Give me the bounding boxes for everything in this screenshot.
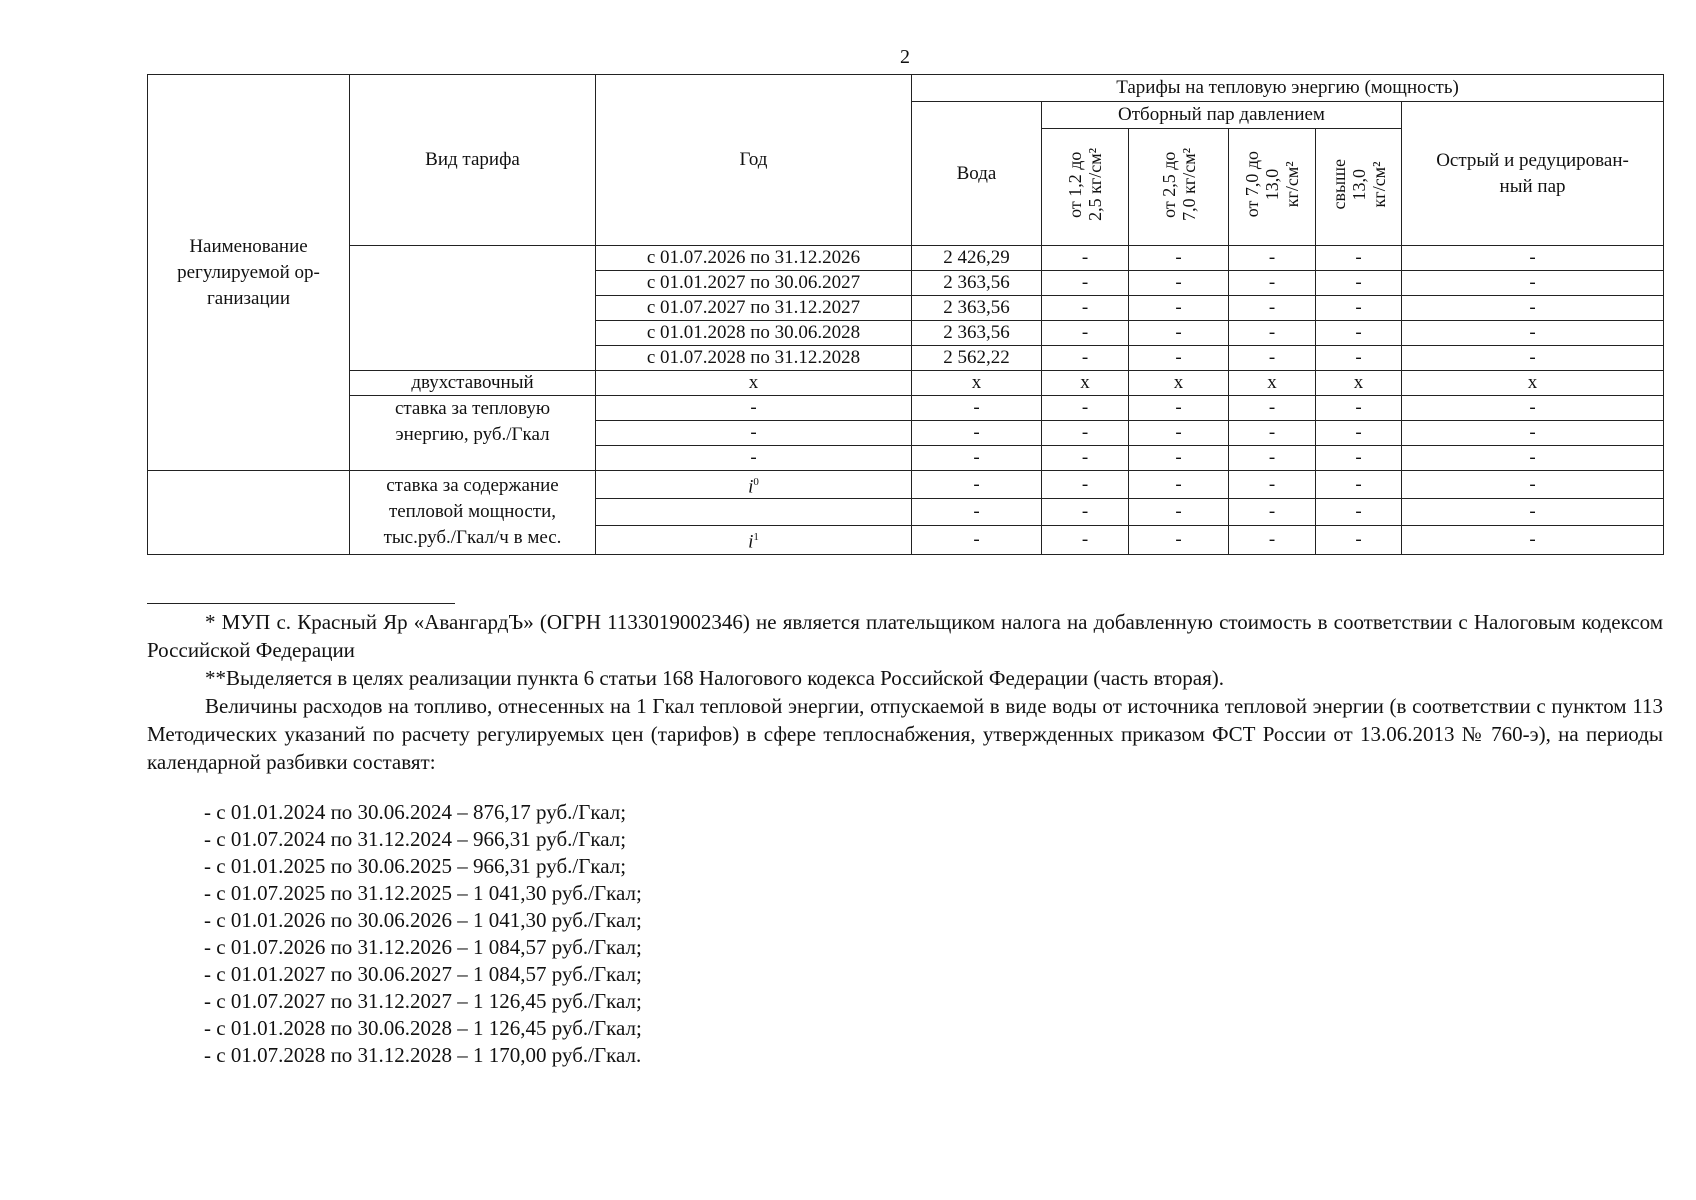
schedule-item: - с 01.07.2024 по 31.12.2024 – 966,31 руб./Гкал;	[204, 827, 627, 851]
table-row	[148, 246, 1664, 271]
value-cell: -	[1129, 446, 1229, 471]
value-cell: -	[1129, 296, 1229, 321]
value-cell: -	[1042, 271, 1129, 296]
header-org-name: Наименование регулируемой ор- ганизации	[148, 75, 350, 471]
schedule-item: - с 01.07.2028 по 31.12.2028 – 1 170,00 руб./Гкал.	[204, 1043, 642, 1067]
org-name-empty-cell	[148, 471, 350, 555]
value-cell: -	[1042, 499, 1129, 526]
value-cell: -	[1316, 246, 1402, 271]
value-cell: -	[912, 471, 1042, 499]
value-cell: -	[1229, 321, 1316, 346]
tariff-table	[147, 74, 1664, 555]
value-cell: -	[1316, 446, 1402, 471]
fuel-cost-paragraph: Величины расходов на топливо, отнесенных на 1 Гкал тепловой энергии, отпускаемой в виде воды от источника тепловой энергии (в соответствии с пунктом 113 Методических указаний по расчету регулируемых цен (тарифов) в сфере теплоснабжения, утвержденных приказом ФСТ России от 13.06.2013 № 760-э), на периоды календарной разбивки составят:	[147, 694, 1663, 774]
value-cell: -	[1402, 296, 1664, 321]
value-cell: -	[1316, 321, 1402, 346]
value-cell: 2 562,22	[912, 346, 1042, 371]
schedule-item: - с 01.01.2024 по 30.06.2024 – 876,17 руб./Гкал;	[204, 800, 627, 824]
value-cell: -	[1042, 246, 1129, 271]
value-cell: -	[1129, 526, 1229, 554]
value-cell: 2 426,29	[912, 246, 1042, 271]
footnotes	[147, 608, 1663, 776]
value-cell: -	[1402, 446, 1664, 471]
two-part-label: двухставочный	[350, 371, 596, 396]
value-cell: -	[1129, 421, 1229, 446]
value-cell: x	[1402, 371, 1664, 396]
value-cell: -	[1042, 296, 1129, 321]
value-cell: -	[1229, 396, 1316, 421]
value-cell: -	[1316, 346, 1402, 371]
value-cell: x	[1042, 371, 1129, 396]
header-water: Вода	[912, 102, 1042, 246]
index-cell	[596, 499, 912, 526]
schedule-item: - с 01.01.2025 по 30.06.2025 – 966,31 руб./Гкал;	[204, 854, 627, 878]
value-cell: -	[1229, 271, 1316, 296]
value-cell: -	[1316, 526, 1402, 554]
value-cell: -	[1042, 471, 1129, 499]
index-superscript: 0	[753, 476, 759, 488]
value-cell: -	[1316, 271, 1402, 296]
value-cell: -	[1129, 346, 1229, 371]
value-cell: -	[1129, 396, 1229, 421]
value-cell: -	[912, 499, 1042, 526]
value-cell: -	[1402, 396, 1664, 421]
header-tariff-type: Вид тарифа	[350, 75, 596, 246]
footnote-divider	[147, 603, 455, 604]
value-cell: -	[1129, 471, 1229, 499]
index-cell	[596, 526, 912, 554]
schedule-item: - с 01.01.2027 по 30.06.2027 – 1 084,57 руб./Гкал;	[204, 962, 642, 986]
value-cell: -	[1229, 446, 1316, 471]
value-cell: -	[1229, 499, 1316, 526]
value-cell: -	[1229, 246, 1316, 271]
value-cell: -	[1129, 246, 1229, 271]
value-cell: x	[1316, 371, 1402, 396]
value-cell: -	[1042, 396, 1129, 421]
value-cell: -	[912, 446, 1042, 471]
value-cell: -	[1402, 246, 1664, 271]
schedule-item: - с 01.01.2028 по 30.06.2028 – 1 126,45 руб./Гкал;	[204, 1016, 642, 1040]
value-cell: -	[1042, 446, 1129, 471]
index-symbol: i	[748, 476, 754, 498]
period-cell: с 01.01.2028 по 30.06.2028	[596, 321, 912, 346]
header-sharp-steam: Острый и редуцирован- ный пар	[1402, 102, 1664, 246]
energy-rate-label: ставка за тепловую энергию, руб./Гкал	[350, 396, 596, 471]
value-cell: -	[912, 421, 1042, 446]
index-cell	[596, 471, 912, 499]
period-cell: с 01.07.2027 по 31.12.2027	[596, 296, 912, 321]
header-pressure-4: свыше 13,0 кг/см²	[1316, 129, 1402, 246]
value-cell: -	[1402, 321, 1664, 346]
schedule-item: - с 01.07.2026 по 31.12.2026 – 1 084,57 руб./Гкал;	[204, 935, 642, 959]
value-cell: -	[1402, 526, 1664, 554]
value-cell: -	[1229, 346, 1316, 371]
table-row-two-part	[148, 371, 1664, 396]
value-cell: -	[1129, 271, 1229, 296]
index-superscript: 1	[753, 531, 759, 544]
capacity-rate-label: ставка за содержание тепловой мощности, тыс.руб./Гкал/ч в мес.	[350, 471, 596, 555]
value-cell: -	[1316, 396, 1402, 421]
header-steam-group: Отборный пар давлением	[1042, 102, 1402, 129]
value-cell: 2 363,56	[912, 296, 1042, 321]
value-cell: -	[1402, 421, 1664, 446]
schedule-item: - с 01.01.2026 по 30.06.2026 – 1 041,30 руб./Гкал;	[204, 908, 642, 932]
value-cell: -	[1129, 499, 1229, 526]
value-cell: 2 363,56	[912, 321, 1042, 346]
value-cell: -	[1042, 346, 1129, 371]
value-cell: -	[1229, 421, 1316, 446]
value-cell: -	[1316, 421, 1402, 446]
value-cell: x	[596, 371, 912, 396]
value-cell: -	[1129, 321, 1229, 346]
header-tariffs-group: Тарифы на тепловую энергию (мощность)	[912, 75, 1664, 102]
index-symbol: i	[748, 531, 754, 553]
header-year: Год	[596, 75, 912, 246]
value-cell: -	[596, 421, 912, 446]
value-cell: -	[1229, 296, 1316, 321]
value-cell: -	[596, 446, 912, 471]
value-cell: -	[1402, 346, 1664, 371]
value-cell: -	[1402, 471, 1664, 499]
value-cell: -	[1316, 296, 1402, 321]
header-pressure-2: от 2,5 до 7,0 кг/см²	[1129, 129, 1229, 246]
value-cell: -	[1229, 526, 1316, 554]
tariff-type-single-cell	[350, 246, 596, 371]
period-cell: с 01.07.2026 по 31.12.2026	[596, 246, 912, 271]
value-cell: x	[1229, 371, 1316, 396]
footnote-article-168: **Выделяется в целях реализации пункта 6 статьи 168 Налогового кодекса Российской Федерации (часть вторая).	[205, 666, 1225, 690]
header-pressure-3: от 7,0 до 13,0 кг/см²	[1229, 129, 1316, 246]
value-cell: -	[1042, 321, 1129, 346]
value-cell: -	[1402, 271, 1664, 296]
value-cell: -	[1316, 471, 1402, 499]
header-pressure-1: от 1,2 до 2,5 кг/см²	[1042, 129, 1129, 246]
value-cell: -	[1042, 526, 1129, 554]
value-cell: x	[1129, 371, 1229, 396]
value-cell: -	[1229, 471, 1316, 499]
table-row	[148, 471, 1664, 499]
table-row	[148, 396, 1664, 421]
period-cell: с 01.01.2027 по 30.06.2027	[596, 271, 912, 296]
value-cell: 2 363,56	[912, 271, 1042, 296]
value-cell: -	[912, 526, 1042, 554]
fuel-cost-schedule	[204, 799, 642, 1069]
page-number: 2	[900, 46, 910, 68]
value-cell: -	[1316, 499, 1402, 526]
footnote-vat: * МУП с. Красный Яр «АвангардЪ» (ОГРН 1133019002346) не является плательщиком налога на добавленную стоимость в соответствии с Налоговым кодексом Российской Федерации	[147, 610, 1663, 662]
value-cell: x	[912, 371, 1042, 396]
value-cell: -	[596, 396, 912, 421]
schedule-item: - с 01.07.2025 по 31.12.2025 – 1 041,30 руб./Гкал;	[204, 881, 642, 905]
schedule-item: - с 01.07.2027 по 31.12.2027 – 1 126,45 руб./Гкал;	[204, 989, 642, 1013]
value-cell: -	[912, 396, 1042, 421]
value-cell: -	[1042, 421, 1129, 446]
period-cell: с 01.07.2028 по 31.12.2028	[596, 346, 912, 371]
value-cell: -	[1402, 499, 1664, 526]
